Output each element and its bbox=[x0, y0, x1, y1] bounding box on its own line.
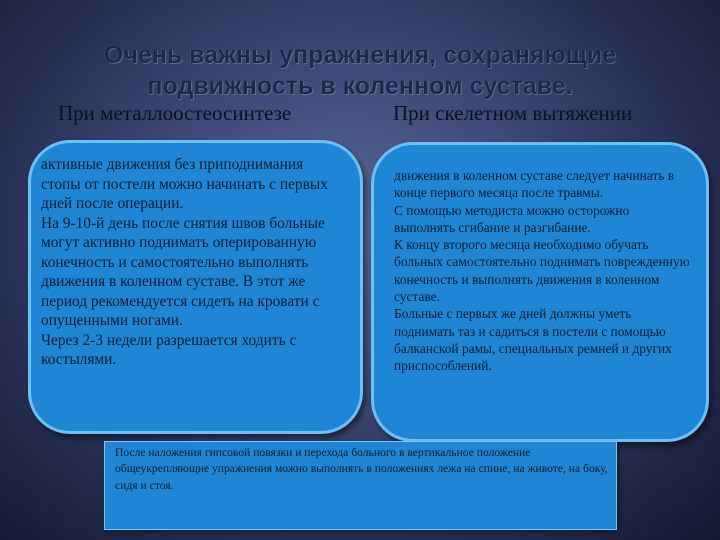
right-paragraph-2: С помощью методиста можно осторожно выполнять сгибание и разгибание. bbox=[394, 202, 630, 235]
right-paragraph-4: Больные с первых же дней должны уметь поднимать таз и садиться в постели с помощью балканской рамы, специальных ремней и других приспособлений. bbox=[394, 306, 672, 374]
plaster-cast-note bbox=[104, 441, 617, 530]
left-column-heading: При металлоостеосинтезе bbox=[58, 101, 292, 125]
slide-title: Очень важны упражнения, сохраняющие подвижность в коленном суставе. bbox=[103, 41, 617, 100]
note-text: После наложения гипсовой повязки и перехода больного в вертикальное положение общеукрепляющие упражнения можно выполнять в положениях лежа на спине, на животе, на боку, сидя и стоя. bbox=[115, 446, 608, 492]
metalloosteosynthesis-card bbox=[28, 140, 363, 434]
left-paragraph-3: Через 2-3 недели разрешается ходить с костылями. bbox=[41, 331, 297, 368]
left-paragraph-1: активные движения без приподнимания стопы от постели можно начинать с первых дней после операции. bbox=[41, 156, 328, 212]
right-column-heading: При скелетном вытяжении bbox=[393, 101, 633, 125]
right-paragraph-3: К концу второго месяца необходимо обучать больных самостоятельно поднимать поврежденную конечность и выполнять движения в коленном суставе. bbox=[394, 237, 690, 305]
skeletal-traction-card bbox=[371, 142, 709, 442]
right-paragraph-1: движения в коленном суставе следует начинать в конце первого месяца после травмы. bbox=[394, 168, 675, 201]
left-paragraph-2: На 9-10-й день после снятия швов больные могут активно поднимать оперированную конечность и самостоятельно выполнять движения в коленном суставе. В этот же период рекомендуется сидеть на кровати с опущенными ногами. bbox=[41, 214, 325, 329]
